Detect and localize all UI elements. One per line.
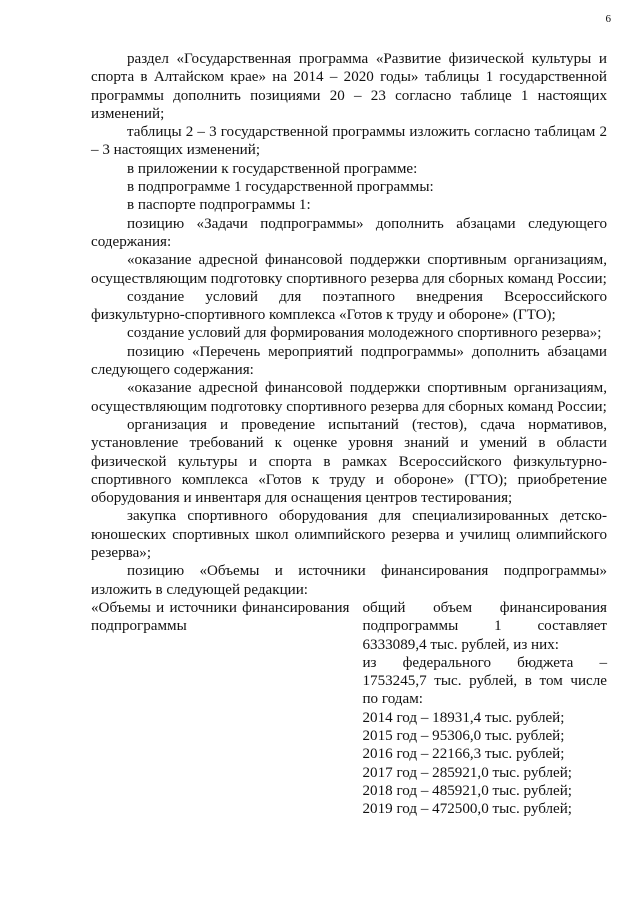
paragraph: раздел «Государственная программа «Развитие физической культуры и спорта в Алтайском крае» на 2014 – 2020 годы» таблицы 1 государственной программы дополнить позициями 20 – 23 согласно таблице 1 настоящих изменений; [91, 51, 607, 122]
financing-federal: из федерального бюджета – 1753245,7 тыс. рублей, в том числе по годам: [362, 654, 607, 708]
financing-year-item: 2017 год – 285921,0 тыс. рублей; [362, 764, 573, 781]
document-body [91, 50, 607, 818]
paragraph: создание условий для формирования молодежного спортивного резерва»; [127, 325, 602, 342]
financing-year-item: 2015 год – 95306,0 тыс. рублей; [362, 727, 565, 744]
financing-table-label: «Объемы и источники финансирования подпрограммы [91, 599, 350, 635]
financing-year-item: 2016 год – 22166,3 тыс. рублей; [362, 746, 565, 763]
paragraph: закупка спортивного оборудования для специализированных детско-юношеских спортивных школ олимпийского резерва и училищ олимпийского резерва»; [91, 508, 607, 562]
financing-table [91, 599, 607, 819]
paragraph: позицию «Объемы и источники финансирования подпрограммы» изложить в следующей редакции: [91, 563, 607, 598]
financing-years-list [352, 709, 607, 819]
financing-year-item: 2014 год – 18931,4 тыс. рублей; [362, 709, 565, 726]
paragraph: «оказание адресной финансовой поддержки спортивным организациям, осуществляющим подготовку спортивного резерва для сборных команд России; [91, 380, 607, 415]
paragraph: в приложении к государственной программе: [127, 160, 418, 177]
paragraph: организация и проведение испытаний (тестов), сдача нормативов, установление требований к оценке уровня знаний и умений в области физической культуры и спорта в рамках Всероссийского физкультурно-спортивного комплекса «Готов к труду и обороне» (ГТО); приобретение оборудования и инвентаря для оснащения центров тестирования; [91, 416, 607, 507]
paragraph: позицию «Задачи подпрограммы» дополнить абзацами следующего содержания: [91, 215, 607, 250]
paragraph: «оказание адресной финансовой поддержки спортивным организациям, осуществляющим подготовку спортивного резерва для сборных команд России; [91, 252, 607, 287]
paragraph: позицию «Перечень мероприятий подпрограммы» дополнить абзацами следующего содержания: [91, 343, 607, 379]
financing-total: общий объем финансирования подпрограммы 1 составляет 6333089,4 тыс. рублей, из них: [362, 599, 607, 653]
paragraph: в подпрограмме 1 государственной программы: [127, 179, 434, 196]
paragraph: создание условий для поэтапного внедрения Всероссийского физкультурно-спортивного комплекса «Готов к труду и обороне» (ГТО); [91, 288, 607, 324]
page-number: 6 [605, 13, 611, 25]
financing-table-value [352, 599, 607, 819]
financing-year-item: 2018 год – 485921,0 тыс. рублей; [362, 782, 573, 799]
paragraph: таблицы 2 – 3 государственной программы изложить согласно таблицам 2 – 3 настоящих изменений; [91, 124, 607, 159]
paragraph: в паспорте подпрограммы 1: [127, 197, 311, 214]
financing-year-item: 2019 год – 472500,0 тыс. рублей; [362, 801, 573, 818]
